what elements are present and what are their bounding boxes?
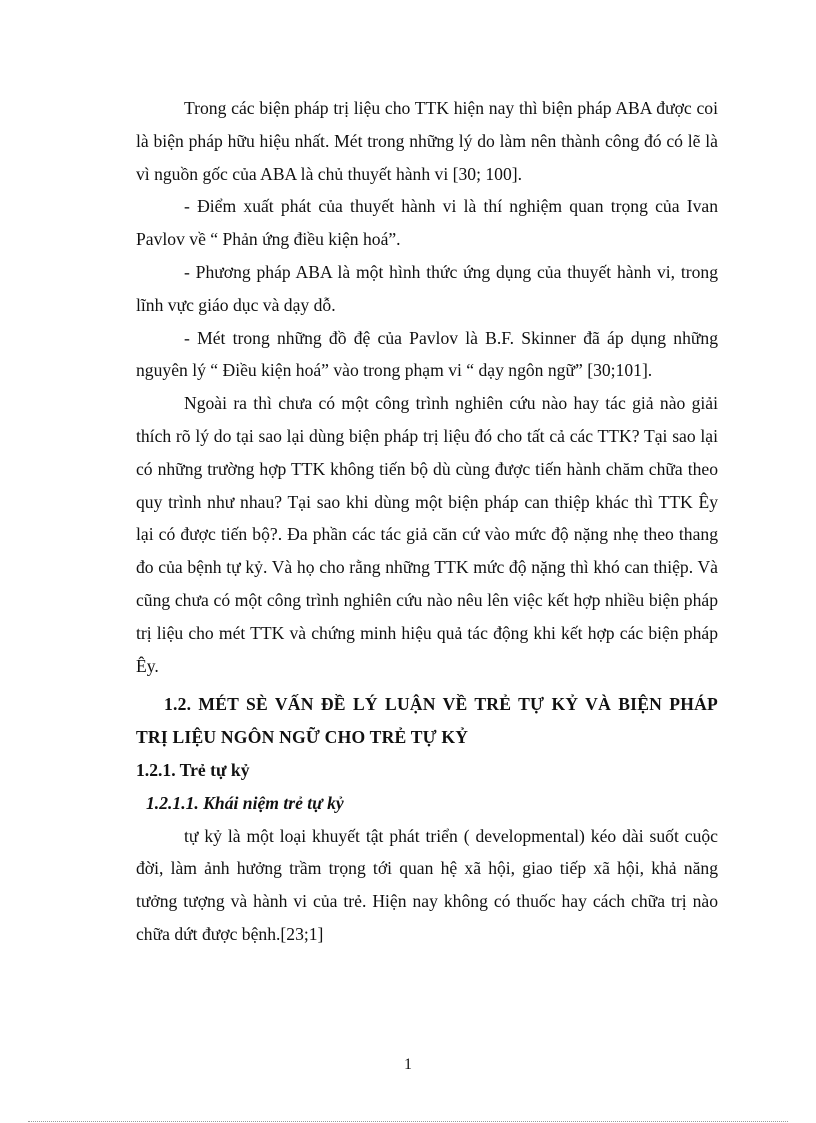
- section-heading-1-2-1-1: 1.2.1.1. Khái niệm trẻ tự kỷ: [146, 792, 344, 813]
- paragraph-aba-intro: Trong các biện pháp trị liệu cho TTK hiện nay thì biện pháp ABA được coi là biện pháp hữu hiệu nhất. Mét trong những lý do làm nên thành công đó có lẽ là vì nguồn gốc của ABA là chủ thuyết hành vi [30; 100].: [136, 98, 718, 184]
- section-heading-1-2-1: 1.2.1. Trẻ tự kỷ: [136, 759, 250, 780]
- bullet-aba-method: - Phương pháp ABA là một hình thức ứng dụng của thuyết hành vi, trong lĩnh vực giáo dục và dạy dỗ.: [136, 261, 718, 315]
- page-number: 1: [404, 1056, 412, 1073]
- page-body: [136, 92, 718, 951]
- bullet-pavlov: - Điểm xuất phát của thuyết hành vi là thí nghiệm quan trọng của Ivan Pavlov về “ Phản ứng điều kiện hoá”.: [136, 196, 718, 250]
- paragraph-autism-definition: tự kỷ là một loại khuyết tật phát triển ( developmental) kéo dài suốt cuộc đời, làm ảnh hưởng trầm trọng tới quan hệ xã hội, giao tiếp xã hội, khả năng tưởng tượng và hành vi của trẻ. Hiện nay không có thuốc hay cách chữa trị nào chữa dứt được bệnh.[23;1]: [136, 825, 718, 944]
- section-heading-1-2: 1.2. MÉT SÈ VẤN ĐỀ LÝ LUẬN VỀ TRẺ TỰ KỶ VÀ BIỆN PHÁP TRỊ LIỆU NGÔN NGỮ CHO TRẺ TỰ KỶ: [136, 694, 718, 748]
- paragraph-research-gap: Ngoài ra thì chưa có một công trình nghiên cứu nào hay tác giả nào giải thích rõ lý do tại sao lại dùng biện pháp trị liệu đó cho tất cả các TTK? Tại sao lại có những trường hợp TTK không tiến bộ dù cùng được tiến hành chăm chữa theo quy trình như nhau? Tại sao khi dùng một biện pháp can thiệp khác thì TTK Êy lại có được tiến bộ?. Đa phần các tác giả căn cứ vào mức độ nặng nhẹ theo thang đo của bệnh tự kỷ. Và họ cho rằng những TTK mức độ nặng thì khó can thiệp. Và cũng chưa có một công trình nghiên cứu nào nêu lên việc kết hợp nhiều biện pháp trị liệu cho mét TTK và chứng minh hiệu quả tác động khi kết hợp các biện pháp Êy.: [136, 393, 718, 676]
- page-bottom-divider: [28, 1121, 788, 1122]
- bullet-skinner: - Mét trong những đồ đệ của Pavlov là B.F. Skinner đã áp dụng những nguyên lý “ Điều kiện hoá” vào trong phạm vi “ dạy ngôn ngữ” [30;101].: [136, 327, 718, 381]
